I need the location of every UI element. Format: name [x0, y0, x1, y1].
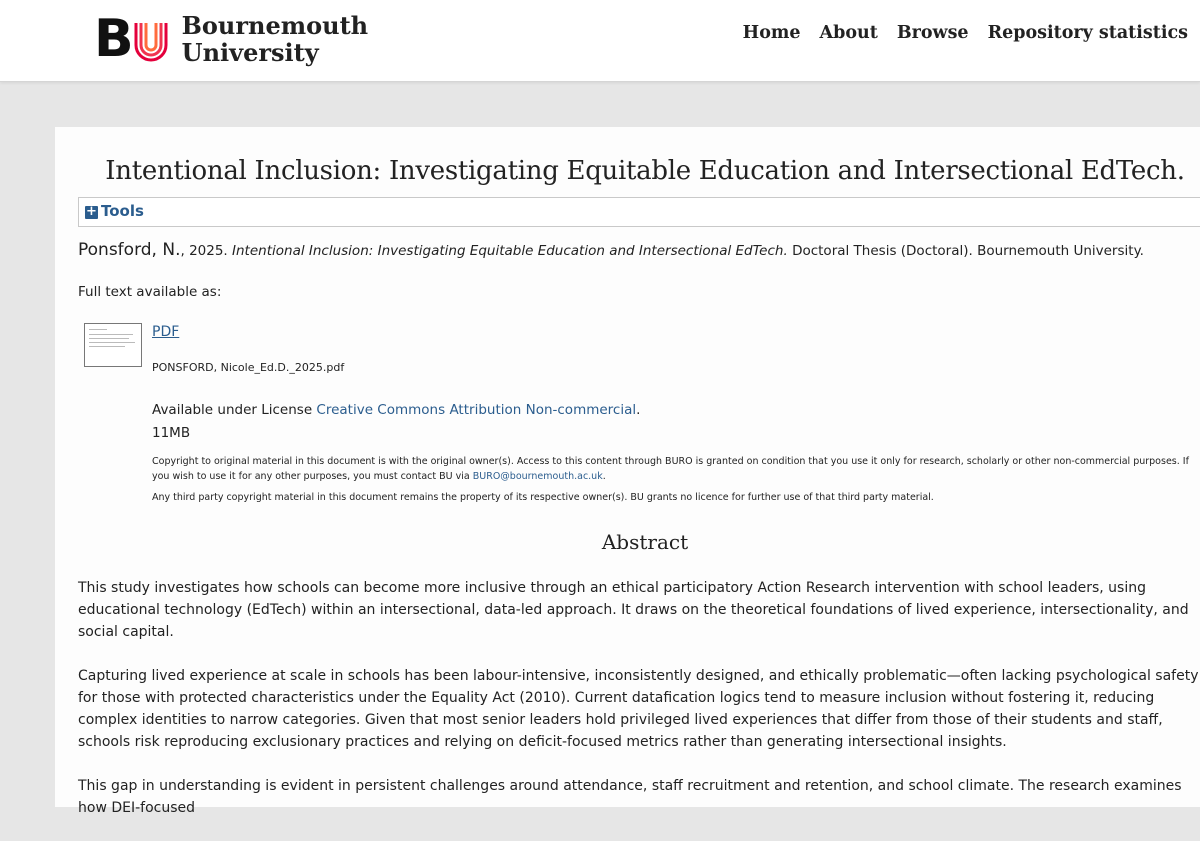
file-size: 11MB	[152, 425, 191, 441]
main-nav	[724, 23, 1188, 43]
license-suffix: .	[636, 402, 641, 418]
abstract-body	[78, 577, 1200, 841]
license-prefix: Available under License	[152, 402, 313, 418]
citation-title: Intentional Inclusion: Investigating Equitable Education and Intersectional EdTech.	[232, 243, 788, 259]
citation-details: Doctoral Thesis (Doctoral). Bournemouth University.	[792, 243, 1144, 259]
logo-line-1: Bournemouth	[181, 11, 369, 40]
plus-box-icon[interactable]: +	[86, 204, 97, 219]
abstract-paragraph: Capturing lived experience at scale in schools has been labour-intensive, inconsistently designed, and ethically problematic—often lacking psychological safety for those with protected characteristics under the Equality Act (2010). Current datafication logics tend to measure inclusion without fostering it, reducing complex identities to narrow categories. Given that most senior leaders hold privileged lived experiences that differ from those of their students and staff, schools risk reproducing exclusionary practices and relying on deficit-focused metrics rather than generating intersectional insights.	[78, 668, 1199, 750]
nav-browse[interactable]: Browse	[896, 23, 969, 43]
license-link[interactable]: Creative Commons Attribution Non-commercial	[316, 402, 637, 418]
logo-mark	[94, 9, 168, 69]
citation	[78, 240, 1144, 260]
tools-toggle[interactable]: Tools	[101, 202, 144, 220]
copyright-notice	[152, 454, 1200, 484]
copyright-end: .	[602, 471, 606, 482]
abstract-heading: Abstract	[601, 530, 689, 554]
contact-email-link[interactable]: BURO@bournemouth.ac.uk	[472, 471, 603, 482]
logo-u-icon	[134, 23, 168, 63]
tools-panel[interactable]	[78, 197, 1200, 227]
main-content	[55, 127, 1200, 816]
bu-logo[interactable]	[94, 9, 369, 69]
full-text-label: Full text available as:	[78, 284, 222, 300]
logo-letter-b: B	[94, 9, 132, 69]
nav-repository-statistics[interactable]: Repository statistics	[987, 23, 1188, 43]
nav-about[interactable]: About	[819, 23, 878, 43]
logo-line-2: University	[181, 38, 319, 67]
page-title: Intentional Inclusion: Investigating Equitable Education and Intersectional EdTech.	[105, 156, 1185, 186]
abstract-paragraph: This gap in understanding is evident in persistent challenges around attendance, staff recruitment and retention, and school climate. The research examines how DEI-focused	[78, 778, 1182, 816]
pdf-thumbnail[interactable]	[84, 323, 142, 367]
abstract-paragraph: This study investigates how schools can become more inclusive through an ethical participatory Action Research intervention with school leaders, using educational technology (EdTech) within an intersectional, data-led approach. It draws on the theoretical foundations of lived experience, intersectionality, and social capital.	[78, 580, 1189, 640]
citation-year: , 2025.	[180, 243, 228, 259]
nav-home[interactable]: Home	[742, 23, 801, 43]
logo-wordmark	[182, 12, 369, 66]
pdf-download-link[interactable]: PDF	[152, 324, 180, 340]
copyright-text: Copyright to original material in this document is with the original owner(s). Access to this content through BURO is granted on condition that you use it only for research, scholarly or other non-commercial purposes. If you wish to use it for any other purposes, you must contact BU via	[152, 456, 1189, 482]
pdf-filename: PONSFORD, Nicole_Ed.D._2025.pdf	[152, 361, 345, 374]
third-party-notice: Any third party copyright material in this document remains the property of its respective owner(s). BU grants no licence for further use of that third party material.	[152, 492, 934, 503]
site-header	[0, 0, 1200, 82]
license-line	[152, 402, 640, 418]
citation-author: Ponsford, N.	[78, 240, 181, 260]
